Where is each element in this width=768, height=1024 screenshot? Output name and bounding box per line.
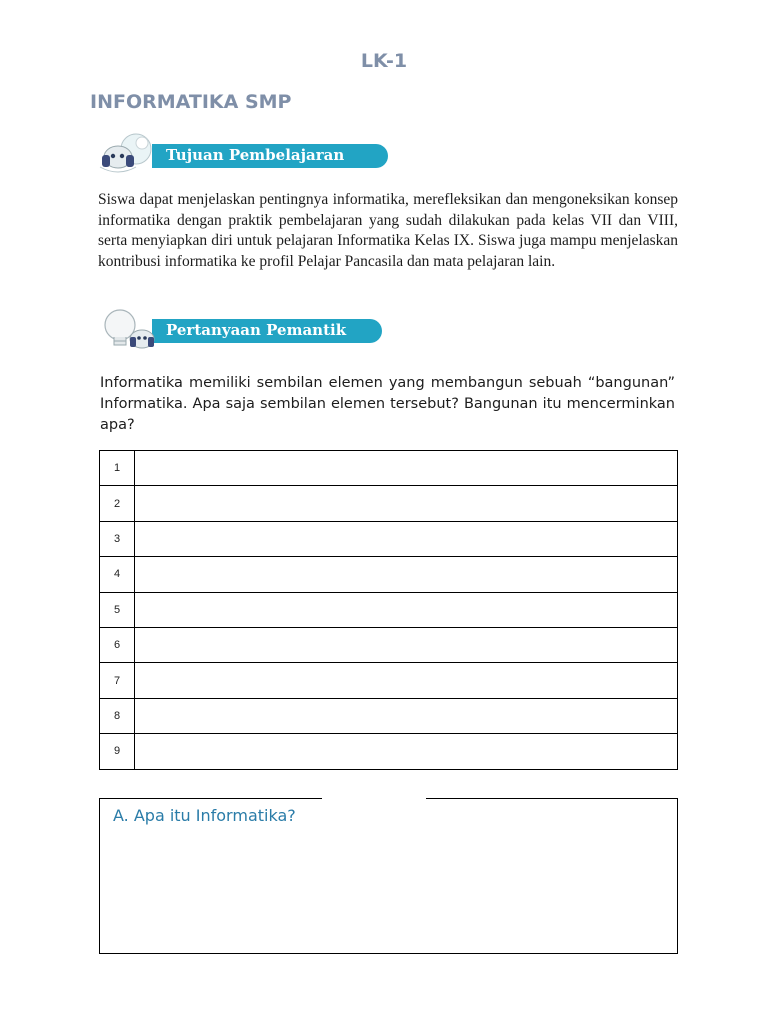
row-number: 8 <box>100 698 135 733</box>
row-number: 5 <box>100 592 135 627</box>
table-row <box>100 592 678 627</box>
answer-cell[interactable] <box>135 734 678 769</box>
answer-cell[interactable] <box>135 486 678 521</box>
table-row <box>100 521 678 556</box>
lightbulb-robot-icon <box>94 307 164 355</box>
objective-banner-bar <box>152 144 388 168</box>
table-row <box>100 663 678 698</box>
subject-title: INFORMATIKA SMP <box>90 91 292 113</box>
row-number: 4 <box>100 557 135 592</box>
answer-cell[interactable] <box>135 557 678 592</box>
table-row <box>100 734 678 769</box>
answer-cell[interactable] <box>135 592 678 627</box>
answer-cell[interactable] <box>135 627 678 662</box>
trigger-question-text: Informatika memiliki sembilan elemen yang membangun sebuah “bangunan” Informatika. Apa saja sembilan elemen tersebut? Bangunan itu mencerminkan apa? <box>100 375 675 433</box>
row-number: 7 <box>100 663 135 698</box>
trigger-banner <box>94 307 394 353</box>
table-row <box>100 698 678 733</box>
row-number: 9 <box>100 734 135 769</box>
box-a-answer-area[interactable] <box>113 839 664 943</box>
row-number: 1 <box>100 451 135 486</box>
answer-cell[interactable] <box>135 698 678 733</box>
table-row <box>100 451 678 486</box>
objective-title: Tujuan Pembelajaran <box>166 146 345 164</box>
objective-banner <box>94 131 394 177</box>
box-a <box>99 798 678 954</box>
table-row <box>100 557 678 592</box>
robot-bulb-icon <box>94 131 164 177</box>
row-number: 3 <box>100 521 135 556</box>
row-number: 2 <box>100 486 135 521</box>
worksheet-code: LK-1 <box>360 50 408 72</box>
row-number: 6 <box>100 627 135 662</box>
table-row <box>100 627 678 662</box>
box-a-title: A. Apa itu Informatika? <box>113 806 296 825</box>
answer-cell[interactable] <box>135 451 678 486</box>
table-row <box>100 486 678 521</box>
answer-table <box>99 450 678 770</box>
trigger-title: Pertanyaan Pemantik <box>166 321 347 339</box>
answer-cell[interactable] <box>135 521 678 556</box>
trigger-banner-bar <box>152 319 382 343</box>
box-a-border-gap <box>322 797 426 801</box>
objective-text: Siswa dapat menjelaskan pentingnya informatika, merefleksikan dan mengoneksikan konsep informatika dengan praktik pembelajaran yang sudah dilakukan pada kelas VII dan VIII, serta menyiapkan diri untuk pelajaran Informatika Kelas IX. Siswa juga mampu menjelaskan kontribusi informatika ke profil Pelajar Pancasila dan mata pelajaran lain. <box>98 191 678 270</box>
answer-cell[interactable] <box>135 663 678 698</box>
